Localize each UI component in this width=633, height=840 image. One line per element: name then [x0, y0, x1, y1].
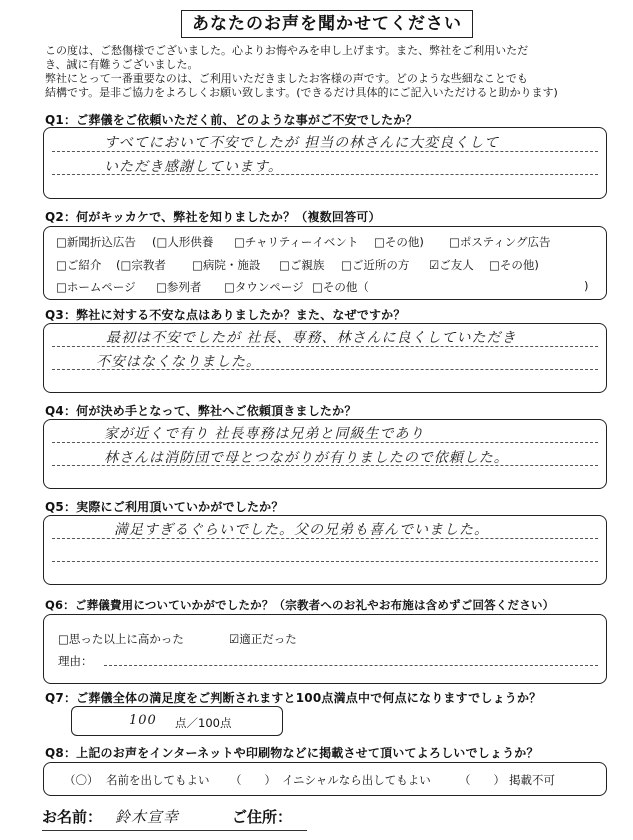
q1-answer-box: [43, 127, 607, 199]
q2-option-townpage[interactable]: □タウンページ: [224, 280, 304, 294]
name-label: お名前：: [42, 808, 103, 826]
q8-option-initial: イニシャルなら出してもよい: [282, 773, 431, 787]
q2-option-other-2[interactable]: □その他): [489, 258, 539, 272]
q2-option-neighbor[interactable]: □ご近所の方: [341, 258, 410, 272]
q2-option-referral[interactable]: □ご紹介: [56, 258, 102, 272]
intro-line-4: 結構です。是非ご協力をよろしくお願い致します。(できるだけ具体的にご記入いただけると助かります): [45, 86, 558, 99]
q2-question: Q2：何がキッカケで、弊社を知りましたか？（複数回答可）: [45, 210, 381, 224]
q6-option-appropriate[interactable]: ☑適正だった: [229, 632, 297, 646]
q7-score-box: [71, 706, 283, 736]
q7-score-value: 100: [129, 713, 157, 728]
q4-answer-line-2: 林さんは消防団で母とつながりが有りましたので依頼した。: [104, 450, 509, 466]
q2-option-hospital[interactable]: □病院・施設: [192, 258, 261, 272]
q4-question: Q4：何が決め手となって、弊社へご依頼頂きましたか？: [45, 404, 357, 418]
q3-question: Q3：弊社に対する不安な点はありましたか？また、なぜですか？: [45, 308, 406, 322]
q2-option-newspaper[interactable]: □新聞折込広告: [56, 235, 136, 249]
q2-option-religious[interactable]: (□宗教者: [116, 258, 166, 272]
q2-option-other-1[interactable]: □その他): [374, 235, 424, 249]
q8-option-none: 掲載不可: [509, 773, 555, 787]
q4-answer-box: [43, 419, 607, 489]
q2-option-doll[interactable]: (□人形供養: [152, 235, 214, 249]
q6-option-expensive[interactable]: □思った以上に高かった: [58, 632, 184, 646]
q2-option-other-3[interactable]: □その他（: [312, 280, 369, 294]
q8-mark-name[interactable]: （〇）: [64, 773, 99, 787]
intro-line-2: き、誠に有難うございました。: [45, 58, 199, 71]
intro-line-1: この度は、ご愁傷様でございました。心よりお悔やみを申し上げます。また、弊社をご利用いただ: [45, 44, 529, 57]
q5-answer-box: [43, 515, 607, 585]
q3-answer-line-2: 不安はなくなりました。: [96, 354, 261, 370]
q7-question: Q7：ご葬儀全体の満足度をご判断されますと100点満点中で何点になりますでしょうか？: [45, 691, 542, 705]
q8-options-box: [43, 762, 607, 796]
q1-question: Q1：ご葬儀をご依頼いただく前、どのような事がご不安でしたか？: [45, 113, 418, 127]
q2-option-friend[interactable]: ☑ご友人: [429, 258, 474, 272]
q5-question: Q5：実際にご利用頂いていかがでしたか？: [45, 500, 284, 514]
q7-score-label: 点／100点: [175, 716, 232, 730]
q2-option-relatives[interactable]: □ご親族: [279, 258, 325, 272]
q2-options-box: [43, 226, 607, 300]
q8-mark-none[interactable]: （ ）: [459, 773, 505, 787]
q2-option-posting[interactable]: □ポスティング広告: [449, 235, 551, 249]
q2-option-other-3-close: ): [584, 279, 589, 293]
q6-answer-box: [43, 614, 607, 684]
q1-answer-line-2: いただき感謝しています。: [104, 159, 283, 175]
q3-answer-line-1: 最初は不安でしたが 社長、専務、林さんに良くしていただき: [106, 330, 517, 346]
q2-option-charity[interactable]: □チャリティーイベント: [234, 235, 359, 249]
q8-option-name: 名前を出してもよい: [106, 773, 210, 787]
page-title: あなたのお声を聞かせてください: [181, 10, 473, 38]
q1-answer-line-1: すべてにおいて不安でしたが 担当の林さんに大変良くして: [104, 135, 500, 151]
name-value: 鈴木宣幸: [115, 808, 180, 826]
q5-answer-line-1: 満足すぎるぐらいでした。父の兄弟も喜んでいました。: [114, 522, 489, 538]
q3-answer-box: [43, 323, 607, 393]
q8-mark-initial[interactable]: （ ）: [230, 773, 276, 787]
q6-question: Q6：ご葬儀費用についていかがでしたか？（宗教者へのお礼やお布施は含めずご回答ください）: [45, 598, 555, 612]
q2-option-homepage[interactable]: □ホームページ: [56, 280, 136, 294]
footer-underline: [42, 830, 307, 831]
q8-question: Q8：上記のお声をインターネットや印刷物などに掲載させて頂いてよろしいでしょうか？: [45, 746, 539, 760]
q4-answer-line-1: 家が近くで有り 社長専務は兄弟と同級生であり: [104, 426, 425, 442]
q6-reason-label: 理由：: [58, 654, 93, 668]
address-label: ご住所：: [232, 808, 293, 826]
intro-line-3: 弊社にとって一番重要なのは、ご利用いただきましたお客様の声です。どのような些細なことでも: [45, 72, 528, 85]
q2-option-attendee[interactable]: □参列者: [156, 280, 202, 294]
